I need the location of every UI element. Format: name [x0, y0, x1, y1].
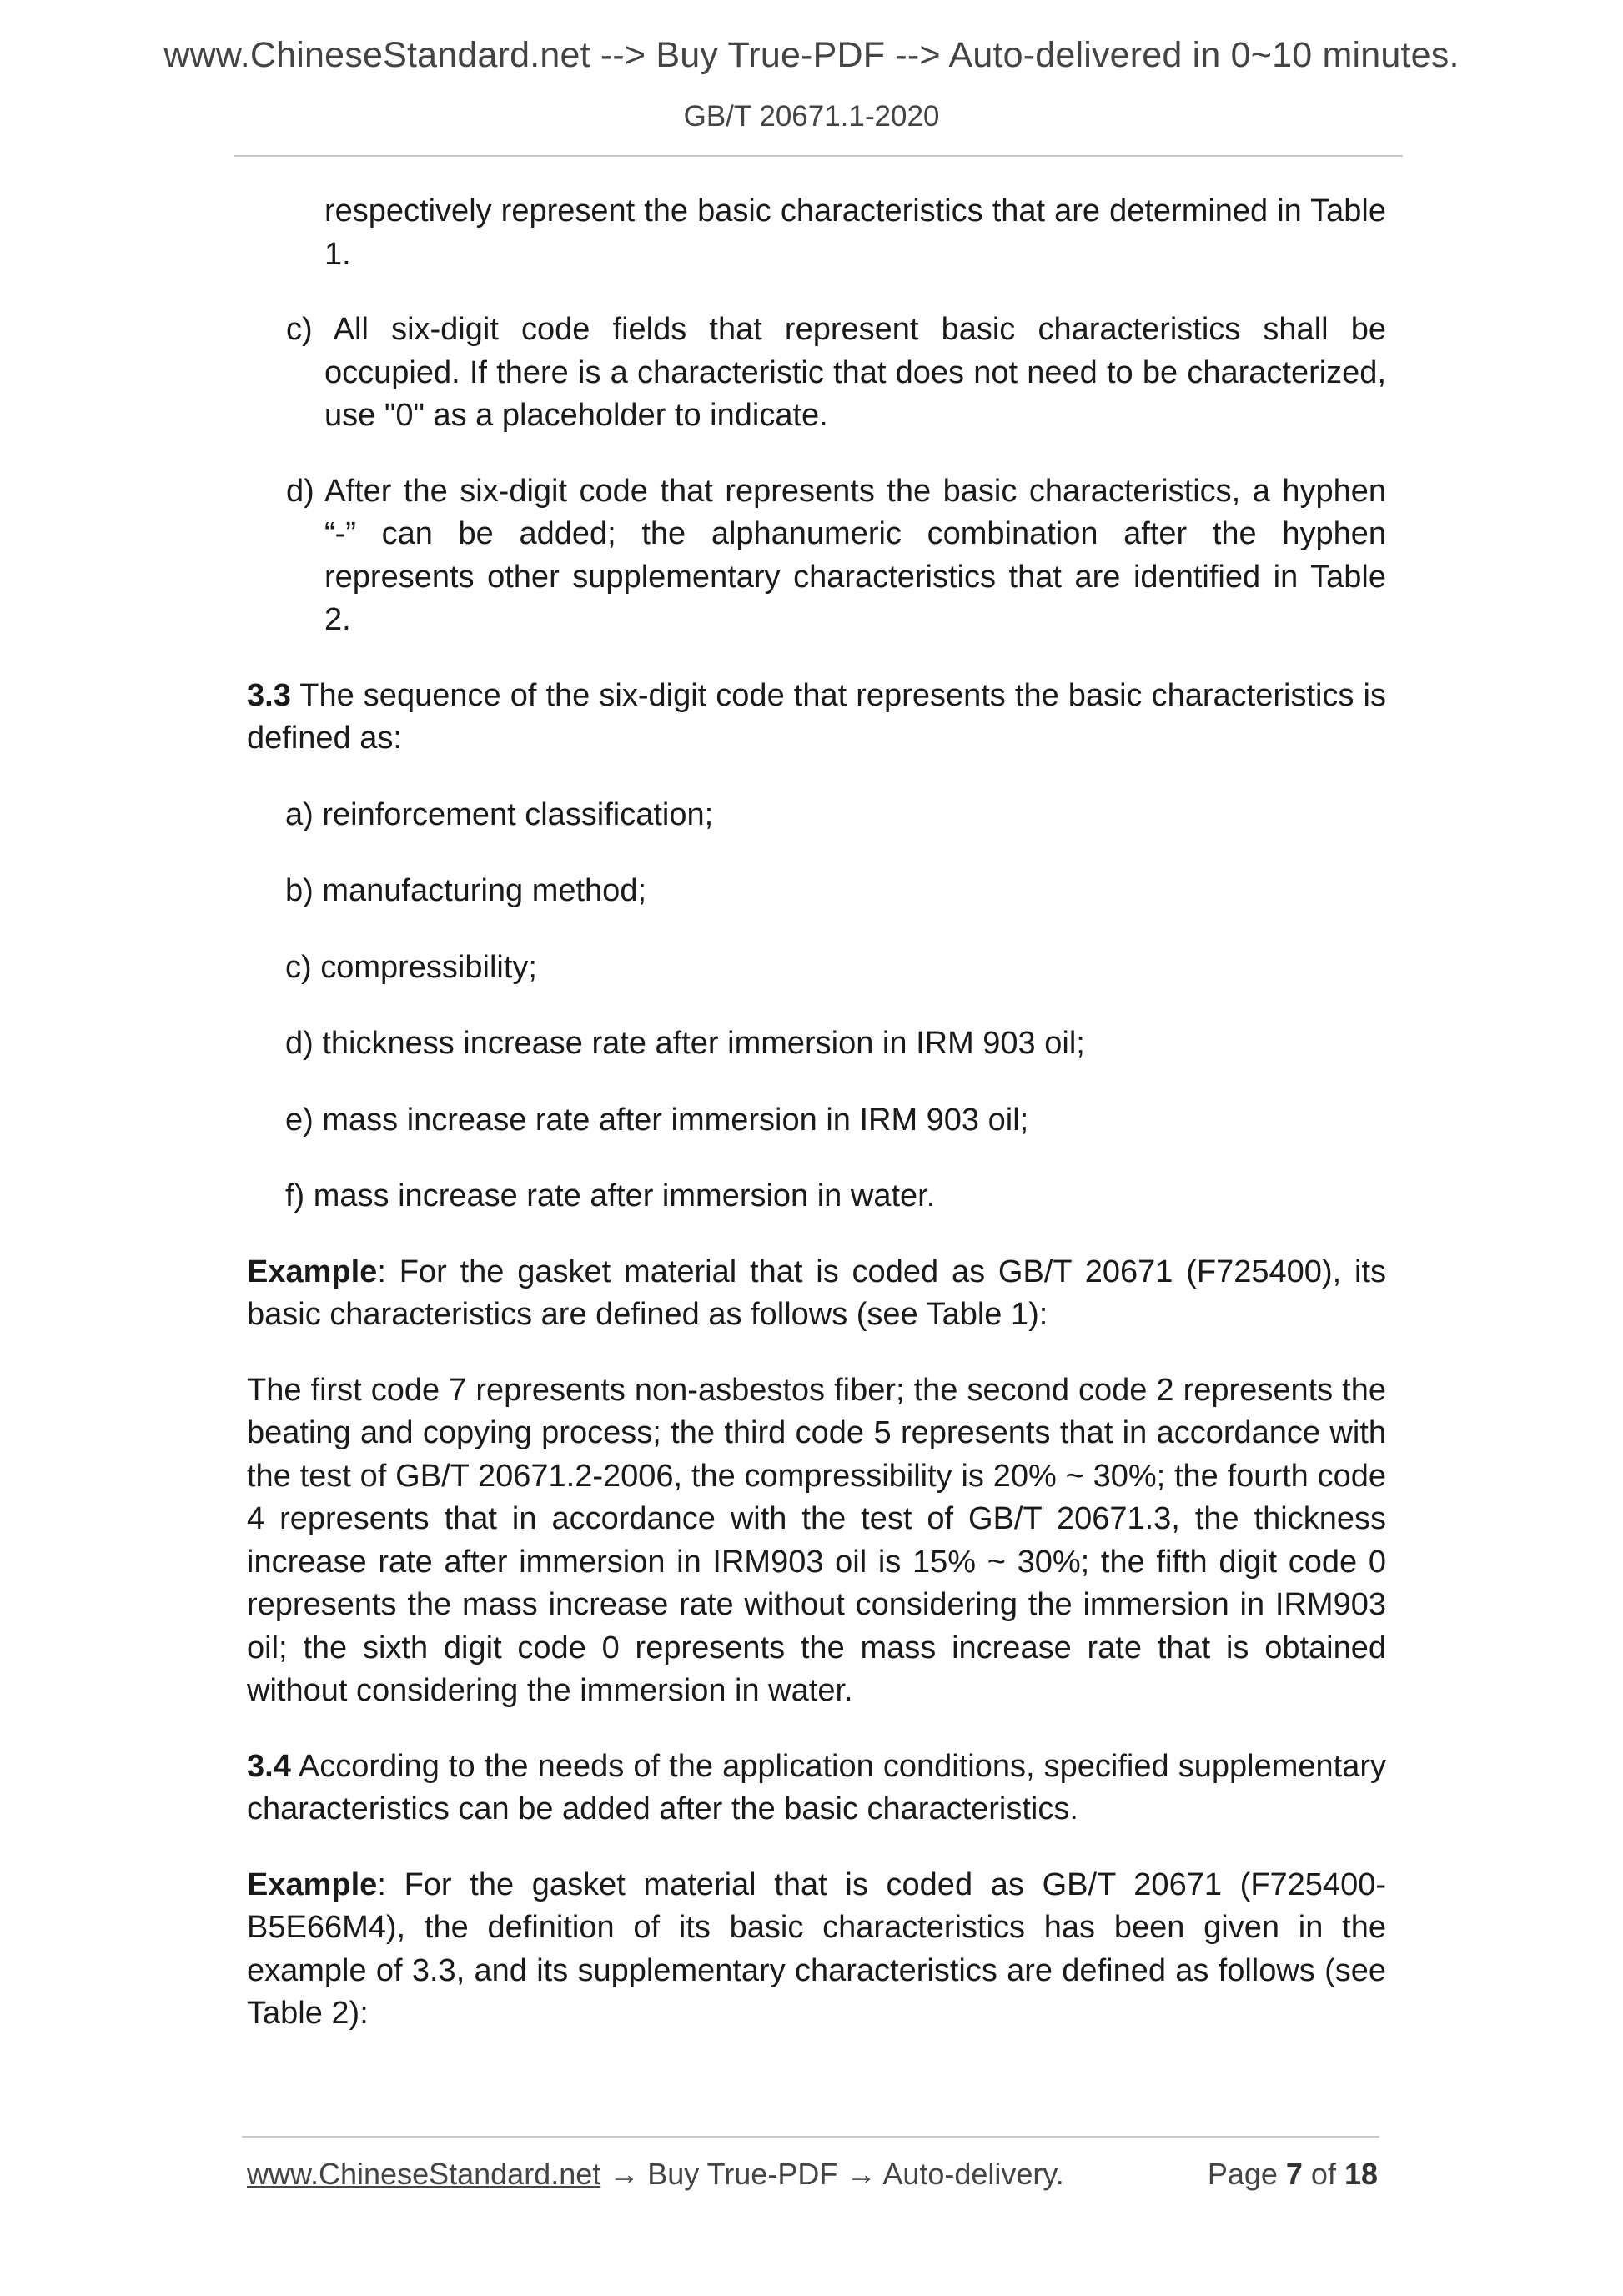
example-2: [247, 1864, 1386, 2036]
page-label: Page: [1207, 2157, 1286, 2191]
list-item-d: d) After the six-digit code that represents the basic characteristics, a hyphen “-” can be added; the alphanumeric combination after the hyphen represents other supplementary characteristics that are identified in Table 2.: [286, 473, 1386, 637]
item-b-continuation: respectively represent the basic characteristics that are determined in Table 1.: [324, 193, 1386, 272]
clause-3-3: [247, 675, 1386, 761]
page-number: 7: [1285, 2157, 1303, 2191]
list-item: e) mass increase rate after immersion in IRM 903 oil;: [285, 1102, 1029, 1138]
standard-code-header: GB/T 20671.1-2020: [683, 100, 940, 133]
clause-3-4: [247, 1746, 1386, 1831]
clause-number: 3.4: [247, 1748, 291, 1784]
footer-promo: [247, 2157, 1064, 2192]
list-item: a) reinforcement classification;: [285, 796, 714, 832]
list-item-c: c) All six-digit code fields that represent basic characteristics shall be occupied. If there is a characteristic that does not need to be characterized, use "0" as a placeholder to indicate.: [286, 312, 1386, 433]
list-item: b) manufacturing method;: [285, 873, 647, 908]
list-item: d) thickness increase rate after immersion in IRM 903 oil;: [285, 1026, 1085, 1061]
header-divider: [234, 155, 1403, 157]
total-pages: 18: [1344, 2157, 1378, 2191]
footer-divider: [242, 2136, 1379, 2138]
example-text: : For the gasket material that is coded as GB/T 20671 (F725400), its basic characteristics are defined as follows (see Table 1):: [247, 1254, 1386, 1332]
footer-site-link[interactable]: www.ChineseStandard.net: [247, 2157, 601, 2191]
clause-number: 3.3: [247, 677, 291, 713]
list-item: f) mass increase rate after immersion in water.: [285, 1178, 936, 1213]
clause-text: According to the needs of the application conditions, specified supplementary characteristics can be added after the basic characteristics.: [247, 1748, 1386, 1826]
of-label: of: [1302, 2157, 1344, 2191]
clause-text: The sequence of the six-digit code that represents the basic characteristics is defined as:: [247, 677, 1386, 756]
example-label: Example: [247, 1254, 378, 1289]
example-1-explanation: The first code 7 represents non-asbestos fiber; the second code 2 represents the beating and copying process; the third code 5 represents that in accordance with the test of GB/T 20671.2-2006, the compressibility is 20% ~ 30%; the fourth code 4 represents that in accordance with the test of GB/T 20671.3, the thickness increase rate after immersion in IRM903 oil is 15% ~ 30%; the fifth digit code 0 represents the mass increase rate without considering the immersion in IRM903 oil; the sixth digit code 0 represents the mass increase rate that is obtained without considering the immersion in water.: [247, 1372, 1386, 1708]
page-content: [247, 190, 1386, 2036]
example-label: Example: [247, 1866, 378, 1902]
site-banner: www.ChineseStandard.net --> Buy True-PDF --> Auto-delivered in 0~10 minutes.: [163, 35, 1460, 75]
example-text: : For the gasket material that is coded as GB/T 20671 (F725400-B5E66M4), the definition of its basic characteristics has been given in the example of 3.3, and its supplementary characteristics are defined as follows (see Table 2):: [247, 1866, 1386, 2031]
footer-promo-text: → Buy True-PDF → Auto-delivery.: [600, 2157, 1064, 2191]
list-item: c) compressibility;: [285, 949, 537, 985]
example-1: [247, 1251, 1386, 1337]
page-indicator: [1208, 2157, 1378, 2192]
